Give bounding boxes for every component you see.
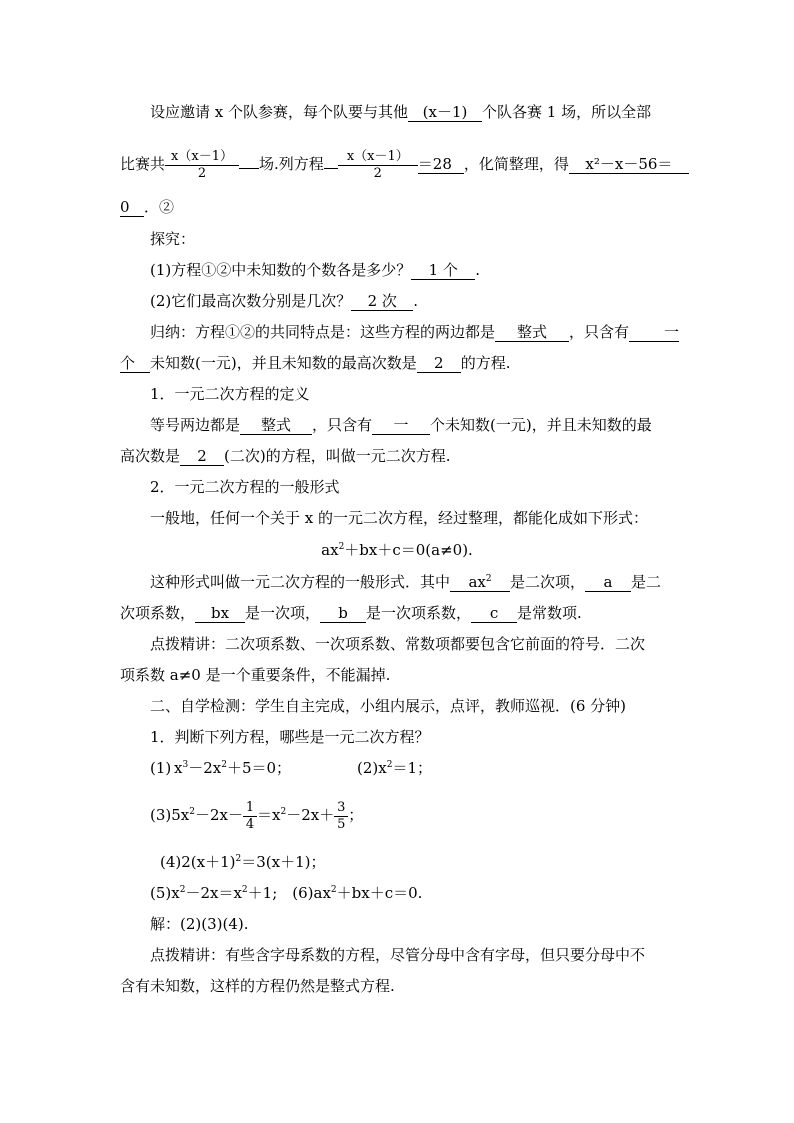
answer-blank: 2 — [180, 447, 224, 466]
text: ； — [348, 806, 364, 824]
text: 是二 — [631, 573, 662, 591]
answer-blank: 个 — [120, 354, 150, 373]
text: 次项系数， — [120, 604, 196, 622]
text: 未知数(一元)，并且未知数的最高次数是 — [150, 354, 417, 372]
answer-blank: 0 — [120, 198, 144, 217]
equation-2: $(2)x^2=1$； — [357, 759, 432, 777]
intro-line-1 — [150, 102, 651, 122]
general-form-line-3 — [120, 603, 582, 623]
answer-blank: b — [320, 604, 366, 623]
answer-blank: ＝28 — [418, 155, 464, 174]
denominator: 5 — [337, 816, 346, 832]
general-form-line-2 — [150, 572, 661, 592]
intro-line-2 — [120, 145, 689, 183]
text: ，化简整理，得 — [463, 155, 569, 173]
text: (二次)的方程，叫做一元二次方程. — [224, 447, 451, 465]
explore-q1 — [150, 260, 480, 280]
answer-blank: a — [585, 573, 631, 592]
text: ．② — [144, 198, 175, 216]
text: 等号两边都是 — [150, 416, 241, 434]
equations-5-6: $(5)x^2-2x=x^2+1$; $(6)ax^2+bx+c=0$. — [150, 884, 423, 902]
text: ，只含有 — [569, 323, 630, 341]
intro-line-3 — [120, 197, 174, 217]
text: 是一次项， — [245, 604, 321, 622]
text: 是常数项. — [517, 604, 582, 622]
denominator: 2 — [197, 165, 207, 181]
general-form-line-1: 一般地，任何一个关于 x 的一元二次方程，经过整理，都能化成如下形式： — [150, 509, 648, 527]
definition-line-1 — [150, 415, 652, 435]
check-tip-line-1: 点拨精讲：有些含字母系数的方程，尽管分母中含有字母，但只要分母中不 — [150, 946, 646, 964]
equation-3 — [150, 793, 363, 837]
answer-blank: 2 次 — [351, 292, 413, 311]
summary-line-2 — [120, 353, 511, 373]
text: (2)它们最高次数分别是几次？ — [150, 292, 352, 310]
answer-blank: bx — [195, 604, 245, 623]
numerator: 3 — [334, 800, 348, 817]
text: . — [475, 261, 481, 279]
answer-blank: c — [471, 604, 517, 623]
equation-4: $(4)2(x+1)^2=3(x+1)$； — [160, 853, 326, 871]
text: 的方程. — [460, 354, 511, 372]
explore-heading: 探究： — [150, 230, 196, 248]
text: 是二次项， — [510, 573, 586, 591]
answer-blank: x²－x－56＝ — [569, 155, 689, 174]
answer-blank: $ax^2$ — [450, 573, 510, 592]
answer-blank: 一 — [629, 323, 679, 342]
answer-blank: 2 — [417, 354, 461, 373]
tip-line-1: 点拨精讲：二次项系数、一次项系数、常数项都要包含它前面的符号．二次 — [150, 635, 646, 653]
text: $=x^2-2x+$ — [257, 806, 335, 824]
answer-blank: 整式 — [240, 416, 312, 435]
text: (1)方程①②中未知数的个数各是多少？ — [150, 261, 412, 279]
equation-1: $x^3-2x^2+5=0$； — [174, 759, 292, 777]
text: 比赛共 — [120, 155, 166, 173]
check-tip-line-2: 含有未知数，这样的方程仍然是整式方程. — [120, 977, 395, 995]
text: 高次数是 — [120, 447, 181, 465]
text: 个队各赛 1 场，所以全部 — [482, 103, 652, 121]
denominator: 4 — [245, 816, 255, 832]
fraction — [338, 149, 418, 182]
numerator: x（x－1） — [338, 149, 418, 166]
fraction — [334, 800, 348, 833]
check-heading: 二、自学检测：学生自主完成，小组内展示，点评，教师巡视．(6 分钟) — [150, 697, 627, 715]
answer-blank-underline — [239, 168, 259, 169]
answer-blank: 整式 — [495, 323, 569, 342]
answer-blank: (x－1) — [408, 103, 482, 122]
numerator: x（x－1） — [165, 149, 239, 166]
blank-underline — [324, 168, 338, 169]
text: . — [413, 292, 419, 310]
denominator: 2 — [373, 165, 382, 181]
general-form-title: 2．一元二次方程的一般形式 — [150, 478, 340, 496]
text: $(3)5x^2-2x-$ — [150, 806, 244, 824]
solution: 解：(2)(3)(4). — [150, 915, 249, 933]
text: ，只含有 — [312, 416, 373, 434]
text: 设应邀请 x 个队参赛，每个队要与其他 — [150, 103, 408, 121]
fraction — [165, 149, 239, 182]
tip-line-2: 项系数 a≠0 是一个重要条件，不能漏掉. — [120, 666, 391, 684]
formula-text: $ax^2+bx+c=0(a\ne 0)$. — [321, 541, 473, 559]
equation-1-label: (1) — [150, 758, 174, 778]
explore-q2 — [150, 291, 418, 311]
answer-blank: 1 个 — [411, 261, 475, 280]
text: 这种形式叫做一元二次方程的一般形式．其中 — [150, 573, 451, 591]
text: 个未知数(一元)，并且未知数的最 — [430, 416, 652, 434]
general-formula — [0, 540, 794, 560]
check-question: 1．判断下列方程，哪些是一元二次方程？ — [150, 728, 430, 746]
answer-blank: 一 — [372, 416, 430, 435]
fraction — [243, 800, 257, 833]
definition-title: 1．一元二次方程的定义 — [150, 385, 310, 403]
numerator: 1 — [243, 800, 257, 817]
text: 场.列方程 — [259, 155, 324, 173]
text: 归纳：方程①②的共同特点是：这些方程的两边都是 — [150, 323, 496, 341]
text: 是一次项系数， — [366, 604, 472, 622]
definition-line-2 — [120, 446, 451, 466]
summary-line-1 — [150, 322, 679, 342]
